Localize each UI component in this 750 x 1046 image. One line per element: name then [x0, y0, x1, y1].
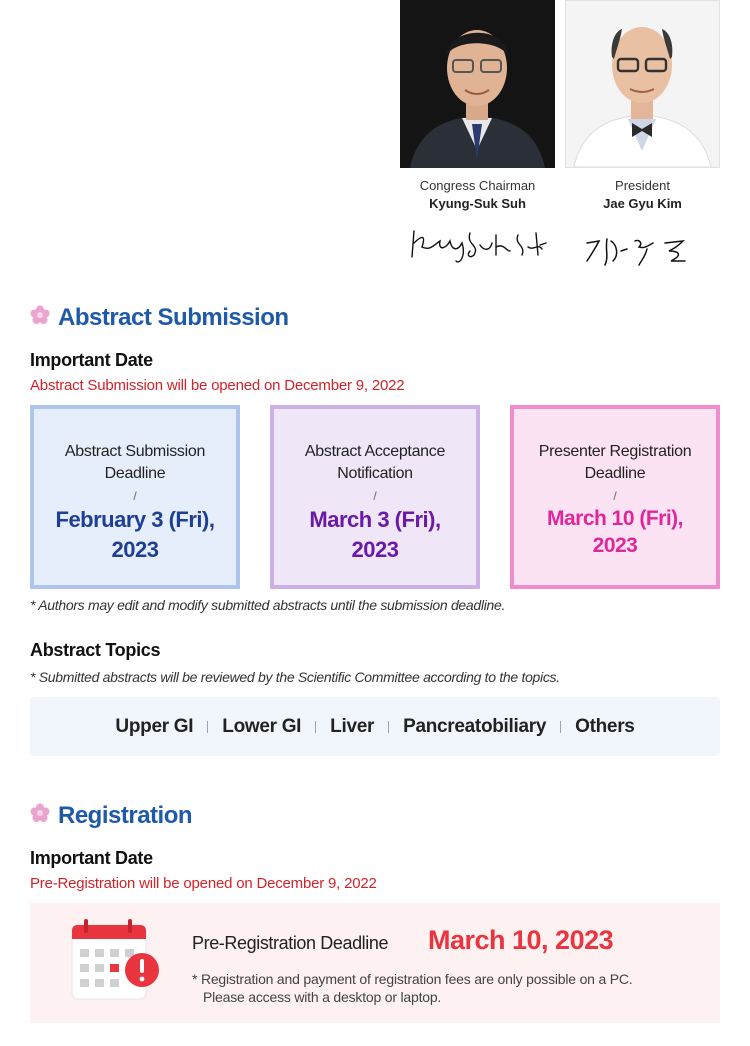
registration-title-text: Registration: [58, 802, 193, 829]
topic-divider: [207, 721, 208, 733]
leaders-section: [400, 0, 720, 280]
pre-registration-deadline-date: March 10, 2023: [428, 925, 614, 955]
abstract-edit-note: * Authors may edit and modify submitted abstracts until the submission deadline.: [30, 597, 506, 613]
president-photo: [565, 0, 720, 168]
box-slash: /: [613, 489, 617, 503]
abstract-important-date: Important Date: [30, 350, 153, 370]
pre-registration-box: [30, 903, 720, 1023]
box-label-line2: Deadline: [584, 465, 646, 482]
chairman-card: [400, 0, 555, 271]
president-name: Jae Gyu Kim: [603, 196, 682, 211]
president-role: President: [615, 178, 670, 193]
pre-registration-deadline-label: Pre-Registration Deadline: [192, 933, 389, 953]
box-date-line1: March 10 (Fri),: [546, 507, 684, 530]
abstract-section-title: [30, 304, 289, 332]
box-date-line2: 2023: [111, 537, 159, 562]
box-date-line1: March 3 (Fri),: [309, 507, 441, 532]
calendar-alert-icon: [70, 917, 160, 1003]
box-date-line2: 2023: [351, 537, 399, 562]
president-card: [565, 0, 720, 271]
registration-opened-note: Pre-Registration will be opened on December 9, 2022: [30, 875, 377, 892]
topic-others: Others: [575, 715, 635, 737]
registration-note-line2: Please access with a desktop or laptop.: [203, 989, 442, 1005]
box-date-line1: February 3 (Fri),: [55, 507, 215, 532]
chairman-name: Kyung-Suk Suh: [429, 196, 526, 211]
topic-divider: [388, 721, 389, 733]
topic-divider: [315, 721, 316, 733]
abstract-title-text: Abstract Submission: [58, 304, 289, 331]
registration-pc-note: [192, 970, 632, 1006]
box-label-line1: Abstract Submission: [64, 443, 206, 460]
chairman-role: Congress Chairman: [419, 178, 536, 193]
box-label-line1: Abstract Acceptance: [304, 443, 446, 460]
flower-icon: [30, 304, 50, 332]
box-date-line2: 2023: [592, 534, 638, 557]
topics-bar: [30, 697, 720, 756]
topic-liver: Liver: [330, 715, 375, 737]
topic-lower-gi: Lower GI: [222, 715, 302, 737]
box-slash: /: [373, 489, 377, 503]
registration-important-date: Important Date: [30, 848, 153, 868]
deadline-box-submission: [30, 405, 240, 589]
president-signature: [565, 221, 720, 271]
chairman-signature: [400, 221, 555, 271]
abstract-topics-title: Abstract Topics: [30, 640, 161, 660]
topic-pancreatobiliary: Pancreatobiliary: [403, 715, 547, 737]
box-label-line2: Notification: [337, 465, 413, 482]
box-slash: /: [133, 489, 137, 503]
box-label-line1: Presenter Registration: [538, 443, 692, 460]
topic-divider: [560, 721, 561, 733]
flower-icon: [30, 802, 50, 830]
deadline-box-presenter: [510, 405, 720, 589]
topic-upper-gi: Upper GI: [115, 715, 194, 737]
abstract-topics-note: * Submitted abstracts will be reviewed by the Scientific Committee according to the topics.: [30, 669, 560, 685]
registration-note-line1: * Registration and payment of registration fees are only possible on a PC.: [192, 971, 633, 987]
deadline-box-acceptance: [270, 405, 480, 589]
box-label-line2: Deadline: [104, 465, 166, 482]
registration-section-title: [30, 802, 192, 830]
chairman-photo: [400, 0, 555, 168]
abstract-opened-note: Abstract Submission will be opened on December 9, 2022: [30, 377, 405, 394]
